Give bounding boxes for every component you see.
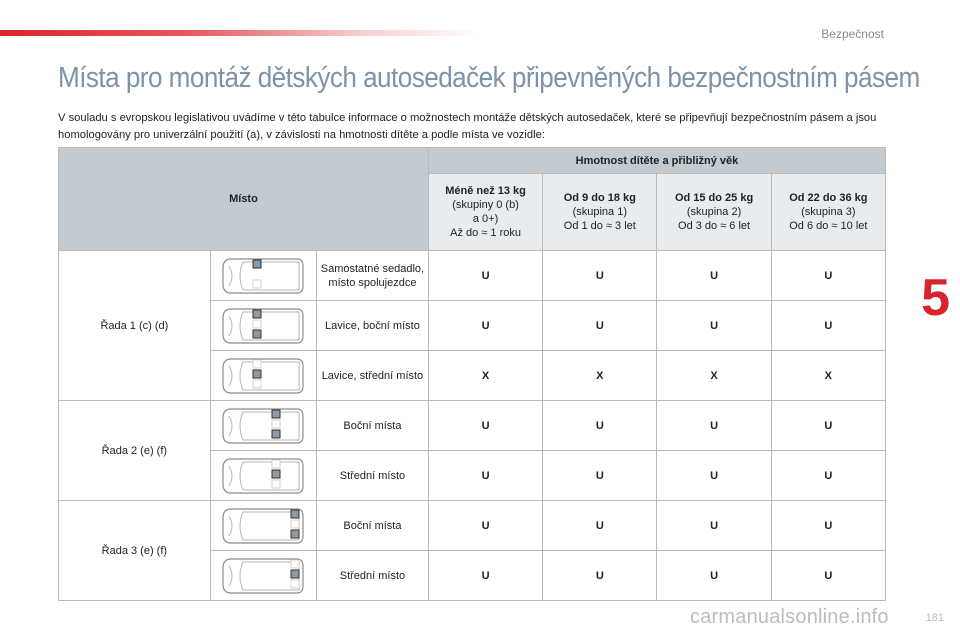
- seat-marker-inactive: [253, 320, 261, 328]
- car-diagram-icon: [210, 251, 316, 301]
- seat-marker-active: [253, 260, 261, 268]
- category-weight: Od 15 do 25 kg: [674, 192, 754, 204]
- seat-marker-inactive: [253, 280, 261, 288]
- watermark: carmanualsonline.info: [690, 606, 889, 628]
- category-line: Od 6 do ≈ 10 let: [789, 220, 868, 232]
- seat-marker-inactive: [272, 460, 280, 468]
- place-header: Místo: [59, 148, 429, 251]
- cell-value: U: [657, 501, 771, 551]
- cell-value: U: [657, 301, 771, 351]
- category-line: Až do ≈ 1 roku: [450, 227, 521, 239]
- row-label: Řada 1 (c) (d): [59, 251, 211, 401]
- top-accent-bar: [0, 30, 480, 36]
- car-diagram-icon: [210, 501, 316, 551]
- cell-value: U: [543, 551, 657, 601]
- seat-marker-inactive: [272, 420, 280, 428]
- cell-value: U: [771, 301, 885, 351]
- cell-value: X: [428, 351, 542, 401]
- position-name: Lavice, střední místo: [316, 351, 428, 401]
- seat-marker-inactive: [253, 360, 261, 368]
- category-line: Od 3 do ≈ 6 let: [678, 220, 751, 232]
- cell-value: X: [657, 351, 771, 401]
- position-name: Střední místo: [316, 551, 428, 601]
- cell-value: U: [657, 401, 771, 451]
- position-name: Střední místo: [316, 451, 428, 501]
- table-row: [59, 401, 886, 451]
- cell-value: U: [771, 551, 885, 601]
- seat-marker-active: [272, 430, 280, 438]
- seat-marker-active: [291, 570, 299, 578]
- cell-value: U: [771, 251, 885, 301]
- seat-marker-active: [253, 310, 261, 318]
- category-line: (skupiny 0 (b): [452, 199, 519, 211]
- seat-marker-active: [291, 530, 299, 538]
- section-label: Bezpečnost: [821, 27, 884, 41]
- cell-value: U: [543, 451, 657, 501]
- seat-marker-inactive: [272, 480, 280, 488]
- cell-value: U: [543, 301, 657, 351]
- table-row: [59, 251, 886, 301]
- seat-marker-inactive: [291, 520, 299, 528]
- position-name: Samostatné sedadlo, místo spolujezdce: [316, 251, 428, 301]
- cell-value: X: [543, 351, 657, 401]
- cell-value: U: [428, 551, 542, 601]
- category-line: Od 1 do ≈ 3 let: [563, 220, 636, 232]
- group-header: Hmotnost dítěte a přibližný věk: [428, 148, 885, 174]
- cell-value: U: [657, 251, 771, 301]
- category-weight: Od 9 do 18 kg: [563, 192, 636, 204]
- position-name: Boční místa: [316, 401, 428, 451]
- cell-value: U: [543, 401, 657, 451]
- page-title: Místa pro montáž dětských autosedaček připevněných bezpečnostním pásem: [58, 62, 920, 94]
- car-diagram-icon: [210, 451, 316, 501]
- category-weight: Od 22 do 36 kg: [789, 192, 868, 204]
- seat-marker-active: [272, 410, 280, 418]
- category-header: [428, 174, 542, 251]
- cell-value: U: [543, 251, 657, 301]
- child-seat-table: [58, 147, 886, 601]
- table-row: [59, 501, 886, 551]
- page-number: 181: [925, 612, 944, 624]
- category-line: (skupina 2): [686, 206, 742, 218]
- cell-value: U: [428, 401, 542, 451]
- chapter-number: 5: [921, 269, 950, 327]
- category-line: (skupina 3): [801, 206, 856, 218]
- cell-value: U: [771, 401, 885, 451]
- cell-value: U: [657, 451, 771, 501]
- seat-marker-active: [291, 510, 299, 518]
- category-header: [657, 174, 771, 251]
- car-diagram-icon: [210, 551, 316, 601]
- category-header: [771, 174, 885, 251]
- row-label: Řada 2 (e) (f): [59, 401, 211, 501]
- cell-value: U: [428, 301, 542, 351]
- seat-marker-inactive: [291, 580, 299, 588]
- seat-marker-active: [253, 330, 261, 338]
- cell-value: U: [771, 451, 885, 501]
- cell-value: U: [543, 501, 657, 551]
- category-line: a 0+): [472, 213, 499, 225]
- seat-marker-inactive: [291, 560, 299, 568]
- car-diagram-icon: [210, 351, 316, 401]
- seat-marker-inactive: [253, 380, 261, 388]
- category-line: (skupina 1): [572, 206, 628, 218]
- cell-value: U: [771, 501, 885, 551]
- position-name: Boční místa: [316, 501, 428, 551]
- seat-marker-active: [272, 470, 280, 478]
- position-name: Lavice, boční místo: [316, 301, 428, 351]
- car-diagram-icon: [210, 401, 316, 451]
- cell-value: U: [428, 501, 542, 551]
- cell-value: X: [771, 351, 885, 401]
- category-header: [543, 174, 657, 251]
- cell-value: U: [428, 451, 542, 501]
- intro-paragraph: V souladu s evropskou legislativou uvádíme v této tabulce informace o možnostech montáže dětských autosedaček, které se připevňují bezpečnostním pásem a jsou homologovány pro univerzální použití (a), v závislosti na hmotnosti dítěte a podle místa ve vozidle:: [58, 112, 877, 141]
- cell-value: U: [657, 551, 771, 601]
- seat-marker-active: [253, 370, 261, 378]
- category-weight: Méně než 13 kg: [445, 185, 526, 197]
- car-diagram-icon: [210, 301, 316, 351]
- row-label: Řada 3 (e) (f): [59, 501, 211, 601]
- cell-value: U: [428, 251, 542, 301]
